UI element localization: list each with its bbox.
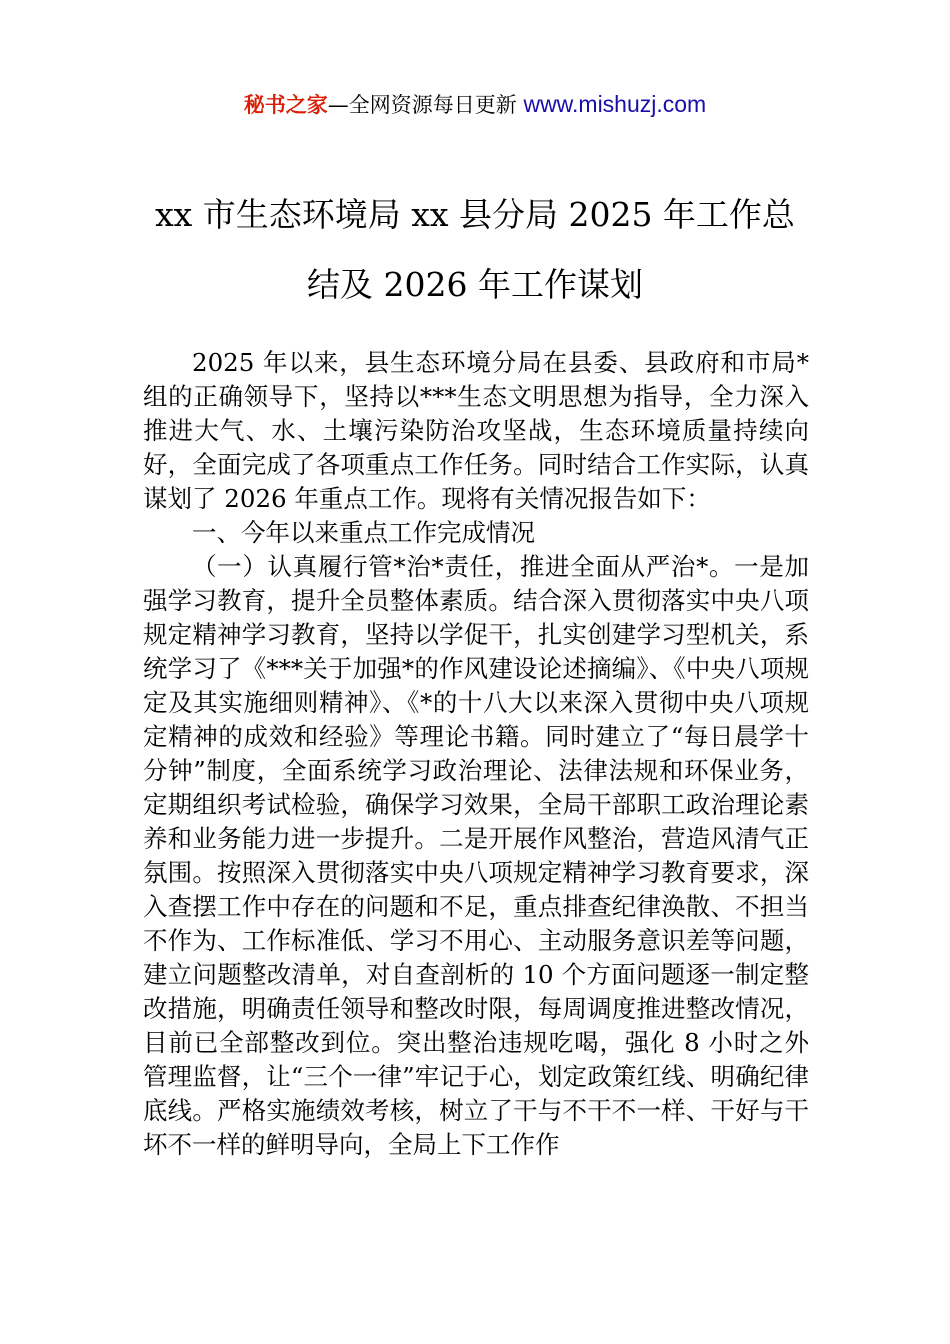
section-heading: 一、今年以来重点工作完成情况 bbox=[192, 518, 535, 547]
title-line-2: 结及 2026 年工作谋划 bbox=[307, 265, 643, 304]
document-title bbox=[60, 180, 890, 320]
document-body bbox=[143, 346, 809, 1162]
brand-name: 秘书之家 bbox=[243, 93, 328, 117]
site-banner bbox=[0, 88, 950, 121]
site-url-link[interactable]: www.mishuzj.com bbox=[523, 91, 707, 117]
banner-tagline: —全网资源每日更新 bbox=[327, 93, 524, 117]
intro-paragraph: 2025 年以来，县生态环境分局在县委、县政府和市局*组的正确领导下，坚持以***生态文明思想为指导，全力深入推进大气、水、土壤污染防治攻坚战，生态环境质量持续向好，全面完成了各项重点工作任务。同时结合工作实际，认真谋划了 2026 年重点工作。现将有关情况报告如下： bbox=[143, 348, 809, 513]
body-paragraph: （一）认真履行管*治*责任，推进全面从严治*。一是加强学习教育，提升全员整体素质。结合深入贯彻落实中央八项规定精神学习教育，坚持以学促干，扎实创建学习型机关，系统学习了《***关于加强*的作风建设论述摘编》、《中央八项规定及其实施细则精神》、《*的十八大以来深入贯彻中央八项规定精神的成效和经验》等理论书籍。同时建立了“每日晨学十分钟”制度，全面系统学习政治理论、法律法规和环保业务，定期组织考试检验，确保学习效果，全局干部职工政治理论素养和业务能力进一步提升。二是开展作风整治，营造风清气正氛围。按照深入贯彻落实中央八项规定精神学习教育要求，深入查摆工作中存在的问题和不足，重点排查纪律涣散、不担当不作为、工作标准低、学习不用心、主动服务意识差等问题，建立问题整改清单，对自查剖析的 10 个方面问题逐一制定整改措施，明确责任领导和整改时限，每周调度推进整改情况，目前已全部整改到位。突出整治违规吃喝，强化 8 小时之外管理监督，让“三个一律”牢记于心，划定政策红线、明确纪律底线。严格实施绩效考核，树立了干与不干不一样、干好与干坏不一样的鲜明导向，全局上下工作作 bbox=[143, 552, 809, 1159]
title-line-1: xx 市生态环境局 xx 县分局 2025 年工作总 bbox=[155, 195, 795, 234]
